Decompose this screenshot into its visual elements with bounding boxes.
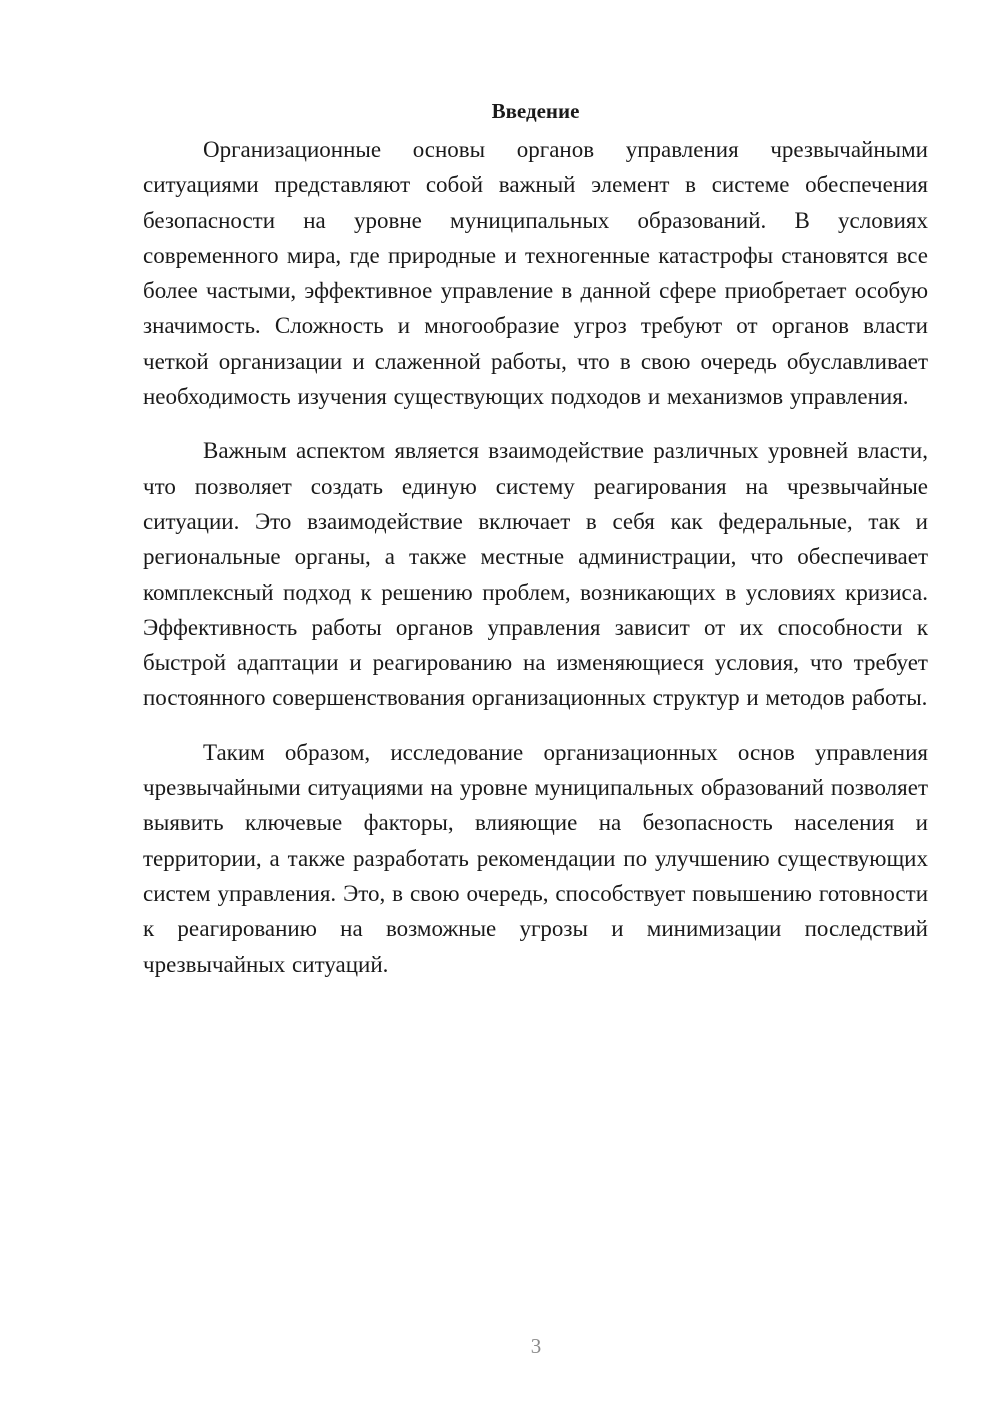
section-heading: Введение <box>491 99 580 123</box>
paragraph-3: Таким образом, исследование организационных основ управления чрезвычайными ситуациями на уровне муниципальных образований позволяет выявить ключевые факторы, влияющие на безопасность населения и территории, а также разработать рекомендации по улучшению существующих систем управления. Это, в свою очередь, способствует повышению готовности к реагированию на возможные угрозы и минимизации последствий чрезвычайных ситуаций. <box>143 739 928 977</box>
document-body <box>143 96 928 1001</box>
paragraph-2: Важным аспектом является взаимодействие различных уровней власти, что позволяет создать единую систему реагирования на чрезвычайные ситуации. Это взаимодействие включает в себя как федеральные, так и региональные органы, а также местные администрации, что обеспечивает комплексный подход к решению проблем, возникающих в условиях кризиса. Эффективность работы органов управления зависит от их способности к быстрой адаптации и реагированию на изменяющиеся условия, что требует постоянного совершенствования организационных структур и методов работы. <box>143 438 928 711</box>
paragraph-1: Организационные основы органов управления чрезвычайными ситуациями представляют собой важный элемент в системе обеспечения безопасности на уровне муниципальных образований. В условиях современного мира, где природные и техногенные катастрофы становятся все более частыми, эффективное управление в данной сфере приобретает особую значимость. Сложность и многообразие угроз требуют от органов власти четкой организации и слаженной работы, что в свою очередь обуславливает необходимость изучения существующих подходов и механизмов управления. <box>143 137 928 410</box>
page-number: 3 <box>530 1334 542 1358</box>
